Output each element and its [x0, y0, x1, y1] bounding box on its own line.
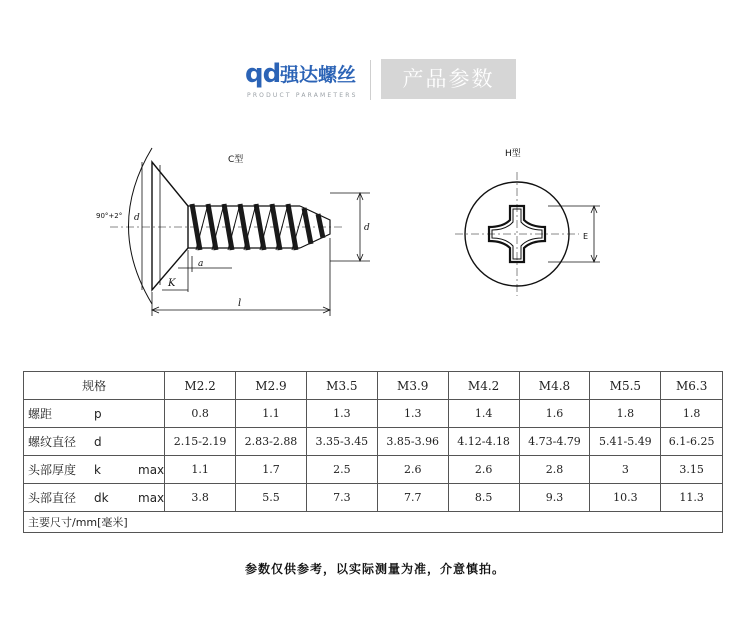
- table-cell: 3.85-3.96: [377, 428, 448, 456]
- row-label-text: 螺距: [28, 407, 53, 421]
- table-cell: 4.73-4.79: [519, 428, 590, 456]
- row-qualifier: max: [138, 491, 165, 505]
- table-cell: 1.3: [306, 400, 377, 428]
- table-cell: 2.15-2.19: [165, 428, 236, 456]
- table-header-row: [24, 372, 723, 400]
- row-label-text: 头部直径: [28, 491, 77, 505]
- table-cell: 8.5: [448, 484, 519, 512]
- disclaimer-text: 参数仅供参考，以实际测量为准，介意慎拍。: [244, 562, 505, 576]
- table-cell: 11.3: [661, 484, 723, 512]
- table-row: [24, 484, 723, 512]
- table-note: 主要尺寸/mm[毫米]: [24, 512, 723, 533]
- table-cell: 10.3: [590, 484, 661, 512]
- a-label: a: [198, 259, 204, 269]
- size-header: M6.3: [661, 372, 723, 400]
- table-note-row: [24, 512, 723, 533]
- angle-label: 90°+2°: [96, 212, 123, 220]
- size-header: M3.9: [377, 372, 448, 400]
- table-row: [24, 428, 723, 456]
- row-symbol: d: [94, 435, 102, 449]
- k-label: K: [168, 278, 176, 289]
- size-header: M4.8: [519, 372, 590, 400]
- page-header: [0, 0, 750, 110]
- table-cell: 9.3: [519, 484, 590, 512]
- row-label: [24, 428, 165, 456]
- size-header: M5.5: [590, 372, 661, 400]
- table-cell: 7.7: [377, 484, 448, 512]
- logo-subtitle: PRODUCT PARAMETERS: [247, 92, 358, 99]
- table-cell: 5.41-5.49: [590, 428, 661, 456]
- table-cell: 2.6: [448, 456, 519, 484]
- brand-logo: [245, 58, 365, 102]
- h-type-label: H型: [505, 149, 521, 159]
- size-header: M2.2: [165, 372, 236, 400]
- table-cell: 1.1: [236, 400, 307, 428]
- row-qualifier: max: [138, 463, 165, 477]
- table-cell: 1.8: [590, 400, 661, 428]
- table-cell: 2.6: [377, 456, 448, 484]
- table-cell: 3.8: [165, 484, 236, 512]
- l-label: l: [238, 298, 242, 309]
- header-label: 规格: [24, 372, 165, 400]
- row-symbol: dk: [94, 491, 109, 505]
- table-cell: 2.8: [519, 456, 590, 484]
- table-cell: 1.6: [519, 400, 590, 428]
- table-cell: 1.7: [236, 456, 307, 484]
- row-label-text: 头部厚度: [28, 463, 77, 477]
- table-cell: 3.35-3.45: [306, 428, 377, 456]
- d-label-left: d: [134, 213, 140, 223]
- h-type-top-view: [455, 172, 600, 296]
- table-cell: 4.12-4.18: [448, 428, 519, 456]
- row-symbol: p: [94, 407, 102, 421]
- c-type-side-view: [110, 148, 370, 316]
- table-cell: 2.83-2.88: [236, 428, 307, 456]
- size-header: M2.9: [236, 372, 307, 400]
- table-cell: 1.8: [661, 400, 723, 428]
- d-label-right: d: [364, 223, 370, 233]
- row-label: [24, 400, 165, 428]
- table-cell: 7.3: [306, 484, 377, 512]
- size-header: M4.2: [448, 372, 519, 400]
- table-cell: 0.8: [165, 400, 236, 428]
- table-cell: 3.15: [661, 456, 723, 484]
- table-cell: 2.5: [306, 456, 377, 484]
- size-header: M3.5: [306, 372, 377, 400]
- c-type-label: C型: [228, 155, 244, 165]
- table-cell: 3: [590, 456, 661, 484]
- section-title: 产品参数: [381, 59, 516, 99]
- logo-text: 强达螺丝: [280, 64, 357, 86]
- row-symbol: k: [94, 463, 101, 477]
- row-label: [24, 456, 165, 484]
- e-label: E: [583, 232, 589, 241]
- table-cell: 1.1: [165, 456, 236, 484]
- row-label-text: 螺纹直径: [28, 435, 77, 449]
- logo-mark: qd: [245, 59, 281, 89]
- header-divider: [370, 60, 371, 100]
- spec-table: [23, 371, 723, 533]
- table-row: [24, 456, 723, 484]
- table-cell: 5.5: [236, 484, 307, 512]
- row-label: [24, 484, 165, 512]
- table-cell: 1.4: [448, 400, 519, 428]
- screw-drawing: [0, 120, 750, 360]
- table-cell: 1.3: [377, 400, 448, 428]
- table-row: [24, 400, 723, 428]
- table-cell: 6.1-6.25: [661, 428, 723, 456]
